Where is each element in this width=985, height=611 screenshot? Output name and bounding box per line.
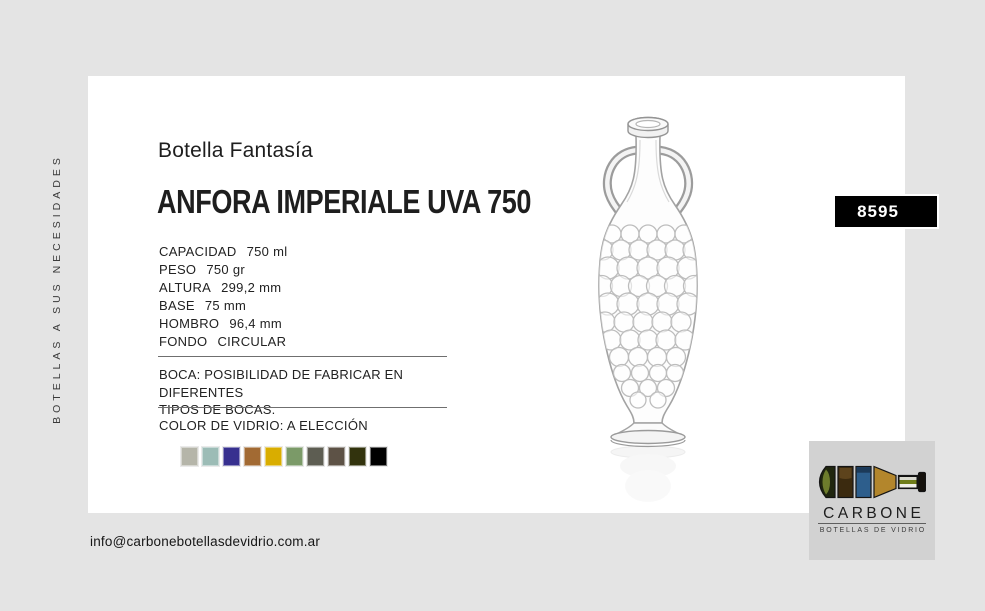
spec-row: [159, 279, 287, 297]
glass-color-swatch: [307, 447, 324, 466]
contact-email-link[interactable]: info@carbonebotellasdevidrio.com.ar: [90, 534, 321, 549]
spec-row: [159, 333, 287, 351]
glass-color-swatch: [181, 447, 198, 466]
spec-value: 96,4 mm: [229, 316, 282, 331]
spec-label: FONDO: [159, 334, 208, 349]
spec-list: [159, 243, 287, 351]
divider-specs: [158, 356, 447, 357]
divider-boca: [158, 407, 447, 408]
spec-value: 299,2 mm: [221, 280, 282, 295]
boca-note-line2: TIPOS DE BOCAS.: [159, 402, 276, 417]
glass-color-swatch: [202, 447, 219, 466]
glass-color-swatch: [286, 447, 303, 466]
spec-row: [159, 243, 287, 261]
glass-color-swatch: [223, 447, 240, 466]
glass-color-swatch: [328, 447, 345, 466]
glass-color-title: COLOR DE VIDRIO: A ELECCIÓN: [159, 418, 368, 433]
boca-note-line1: BOCA: POSIBILIDAD DE FABRICAR EN DIFERENTES: [159, 367, 404, 400]
brand-tagline: BOTELLAS DE VIDRIO: [819, 527, 927, 534]
glass-color-swatches: [181, 447, 387, 466]
spec-row: [159, 261, 287, 279]
glass-color-swatch: [370, 447, 387, 466]
bottle-reflection: [611, 446, 685, 502]
spec-label: CAPACIDAD: [159, 244, 237, 259]
brand-logo-panel: [809, 441, 935, 560]
spec-label: BASE: [159, 298, 195, 313]
spec-value: 750 ml: [246, 244, 288, 259]
bottle-photo: [575, 100, 735, 510]
glass-color-swatch: [349, 447, 366, 466]
boca-note: [159, 366, 459, 419]
product-code: 8595: [857, 201, 899, 221]
grape-texture: [592, 225, 705, 408]
spec-value: CIRCULAR: [217, 334, 287, 349]
product-code-badge: [835, 196, 937, 227]
glass-color-swatch: [244, 447, 261, 466]
product-name: ANFORA IMPERIALE UVA 750: [157, 183, 532, 220]
glass-color-swatch: [265, 447, 282, 466]
brand-divider: [818, 523, 926, 524]
spec-value: 750 gr: [206, 262, 245, 277]
brand-name: CARBONE: [823, 505, 925, 522]
spec-label: ALTURA: [159, 280, 212, 295]
bottle-lip: [628, 118, 668, 138]
spec-row: [159, 297, 287, 315]
spec-row: [159, 315, 287, 333]
spec-label: PESO: [159, 262, 197, 277]
vertical-tagline: BOTELLAS A SUS NECESIDADES: [51, 154, 63, 424]
carbone-bottle-icon: [818, 465, 926, 505]
product-category: Botella Fantasía: [158, 139, 313, 162]
spec-label: HOMBRO: [159, 316, 220, 331]
spec-value: 75 mm: [204, 298, 247, 313]
bottle-foot: [611, 423, 685, 447]
